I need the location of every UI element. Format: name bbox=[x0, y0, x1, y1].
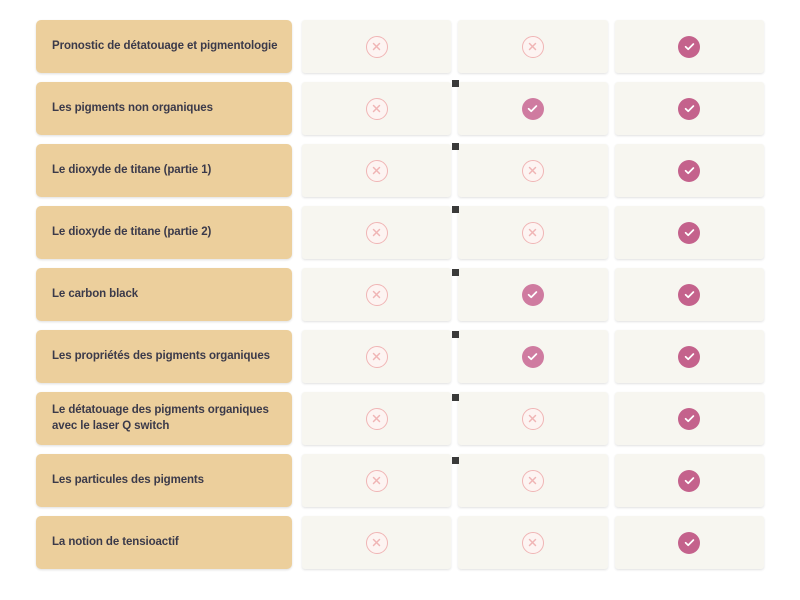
column-gap bbox=[292, 516, 302, 569]
cross-circle-icon bbox=[366, 160, 388, 182]
check-circle-icon bbox=[678, 160, 700, 182]
feature-label-cell bbox=[36, 82, 292, 135]
availability-cell bbox=[458, 82, 607, 135]
availability-cell bbox=[458, 392, 607, 445]
feature-label-text: La notion de tensioactif bbox=[52, 535, 179, 548]
availability-cell bbox=[615, 330, 764, 383]
feature-label-text: Les particules des pigments bbox=[52, 473, 204, 486]
availability-cell bbox=[302, 144, 451, 197]
availability-cell bbox=[302, 330, 451, 383]
cross-circle-icon bbox=[522, 160, 544, 182]
table-row bbox=[36, 454, 764, 507]
column-divider-mark bbox=[452, 331, 459, 338]
column-gap bbox=[292, 206, 302, 259]
cross-circle-icon bbox=[522, 408, 544, 430]
feature-label-cell bbox=[36, 20, 292, 73]
check-circle-icon bbox=[678, 470, 700, 492]
availability-cell bbox=[458, 268, 607, 321]
feature-label-cell bbox=[36, 206, 292, 259]
cross-circle-icon bbox=[366, 532, 388, 554]
check-circle-icon bbox=[678, 408, 700, 430]
column-gap bbox=[292, 330, 302, 383]
column-gap bbox=[292, 144, 302, 197]
feature-label-cell bbox=[36, 144, 292, 197]
feature-label-text: Le détatouage des pigments organiques avec le laser Q switch bbox=[52, 403, 269, 432]
column-gap bbox=[292, 454, 302, 507]
feature-label-cell bbox=[36, 392, 292, 445]
availability-cell bbox=[302, 20, 451, 73]
column-divider-mark bbox=[452, 457, 459, 464]
check-circle-icon bbox=[678, 222, 700, 244]
feature-label-cell bbox=[36, 516, 292, 569]
feature-label-cell bbox=[36, 268, 292, 321]
feature-label-text: Les propriétés des pigments organiques bbox=[52, 349, 270, 362]
column-divider-mark bbox=[452, 143, 459, 150]
availability-cell bbox=[458, 330, 607, 383]
availability-cell bbox=[615, 20, 764, 73]
check-circle-icon bbox=[678, 98, 700, 120]
availability-cell bbox=[458, 206, 607, 259]
feature-label-text: Le dioxyde de titane (partie 1) bbox=[52, 163, 212, 176]
column-divider-mark bbox=[452, 206, 459, 213]
availability-cell bbox=[615, 268, 764, 321]
feature-label-cell bbox=[36, 454, 292, 507]
table-row bbox=[36, 206, 764, 259]
cross-circle-icon bbox=[522, 532, 544, 554]
column-divider-mark bbox=[452, 394, 459, 401]
table-row bbox=[36, 144, 764, 197]
check-circle-icon bbox=[678, 346, 700, 368]
availability-cell bbox=[615, 516, 764, 569]
cross-circle-icon bbox=[366, 284, 388, 306]
table-row bbox=[36, 330, 764, 383]
check-circle-icon bbox=[678, 532, 700, 554]
check-circle-icon bbox=[678, 284, 700, 306]
availability-cell bbox=[615, 82, 764, 135]
availability-cell bbox=[458, 454, 607, 507]
check-circle-icon bbox=[522, 346, 544, 368]
feature-label-text: Les pigments non organiques bbox=[52, 101, 213, 114]
cross-circle-icon bbox=[522, 470, 544, 492]
check-circle-icon bbox=[678, 36, 700, 58]
availability-cell bbox=[302, 268, 451, 321]
feature-label-cell bbox=[36, 330, 292, 383]
cross-circle-icon bbox=[366, 98, 388, 120]
availability-cell bbox=[302, 392, 451, 445]
column-gap bbox=[292, 20, 302, 73]
availability-cell bbox=[458, 516, 607, 569]
table-row bbox=[36, 392, 764, 445]
table-row bbox=[36, 82, 764, 135]
availability-cell bbox=[615, 392, 764, 445]
feature-comparison-table bbox=[36, 20, 764, 572]
availability-cell bbox=[458, 144, 607, 197]
availability-cell bbox=[615, 144, 764, 197]
availability-cell bbox=[615, 454, 764, 507]
availability-cell bbox=[302, 454, 451, 507]
column-divider-mark bbox=[452, 269, 459, 276]
cross-circle-icon bbox=[522, 36, 544, 58]
check-circle-icon bbox=[522, 284, 544, 306]
cross-circle-icon bbox=[522, 222, 544, 244]
feature-label-text: Le dioxyde de titane (partie 2) bbox=[52, 225, 212, 238]
availability-cell bbox=[302, 516, 451, 569]
column-gap bbox=[292, 82, 302, 135]
feature-label-text: Pronostic de détatouage et pigmentologie bbox=[52, 39, 278, 52]
availability-cell bbox=[302, 206, 451, 259]
cross-circle-icon bbox=[366, 408, 388, 430]
cross-circle-icon bbox=[366, 346, 388, 368]
table-row bbox=[36, 516, 764, 569]
availability-cell bbox=[302, 82, 451, 135]
cross-circle-icon bbox=[366, 222, 388, 244]
column-gap bbox=[292, 392, 302, 445]
column-divider-mark bbox=[452, 80, 459, 87]
column-gap bbox=[292, 268, 302, 321]
availability-cell bbox=[615, 206, 764, 259]
cross-circle-icon bbox=[366, 470, 388, 492]
cross-circle-icon bbox=[366, 36, 388, 58]
check-circle-icon bbox=[522, 98, 544, 120]
table-row bbox=[36, 268, 764, 321]
table-row bbox=[36, 20, 764, 73]
feature-label-text: Le carbon black bbox=[52, 287, 139, 300]
availability-cell bbox=[458, 20, 607, 73]
